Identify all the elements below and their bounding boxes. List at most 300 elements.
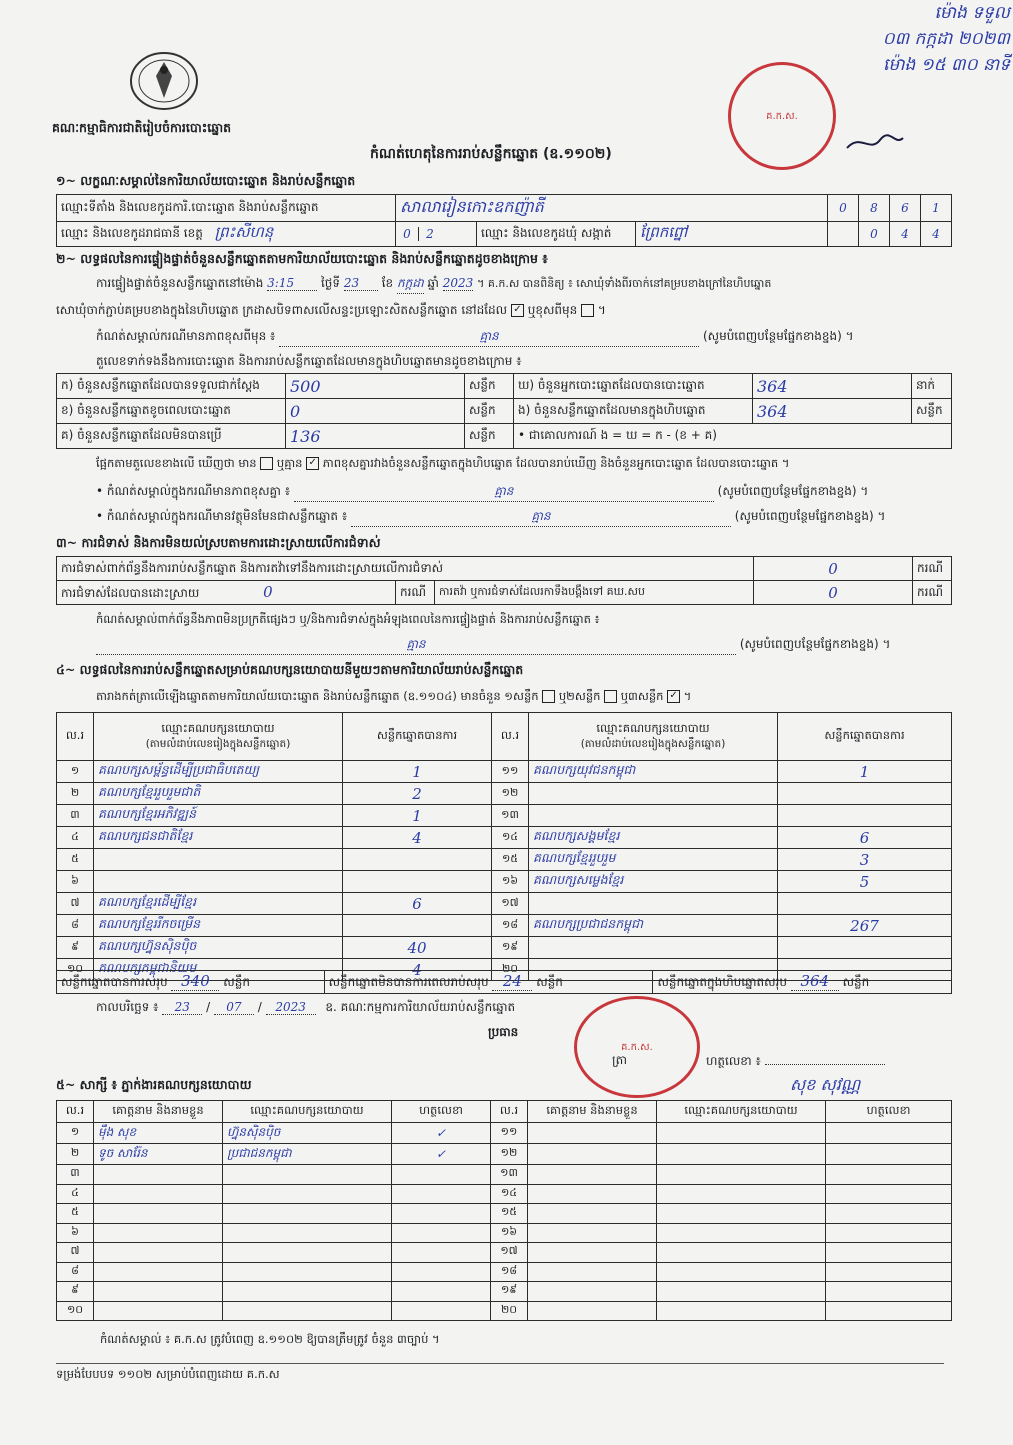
row-no: ៧ bbox=[57, 893, 94, 915]
province-label bbox=[57, 222, 396, 247]
verification-day: 23 bbox=[344, 276, 378, 291]
row-no: ១៦ bbox=[491, 1223, 528, 1243]
col-no: ល.រ bbox=[57, 1101, 94, 1123]
receipt-note bbox=[790, 0, 1010, 78]
table-row bbox=[57, 761, 952, 783]
note3-label: • កំណត់សម្គាល់ក្នុងករណីមានវត្ថុមិនមែនជាសន្លឹកឆ្នោត ៖ bbox=[96, 509, 348, 523]
col-name: គោត្តនាម និងនាមខ្លួន bbox=[528, 1101, 657, 1123]
row-no: ៣ bbox=[57, 805, 94, 827]
party-name bbox=[529, 783, 778, 805]
witness-name bbox=[528, 1165, 657, 1185]
section3-note-value: គ្មាន bbox=[96, 636, 736, 655]
witness-name bbox=[528, 1282, 657, 1302]
witness-signature bbox=[826, 1204, 952, 1224]
row-no: ៣ bbox=[57, 1165, 94, 1185]
row-no: ២ bbox=[57, 1144, 94, 1165]
col-sign: ហត្ថលេខា bbox=[826, 1101, 952, 1123]
col-party bbox=[529, 713, 778, 761]
chair-label: ប្រធាន bbox=[488, 1025, 519, 1039]
section1-heading: ១~ លក្ខណៈសម្គាល់នៃការិយាល័យបោះឆ្នោត និងរាប់សន្លឹកឆ្នោត bbox=[56, 173, 356, 188]
col-party: ឈ្មោះគណបក្សនយោបាយ bbox=[657, 1101, 826, 1123]
resolved-label-text: ការជំទាស់ដែលបានដោះស្រាយ bbox=[61, 585, 200, 600]
row-no: ៧ bbox=[57, 1243, 94, 1263]
row-no: ១៤ bbox=[492, 827, 529, 849]
counts-table bbox=[56, 373, 952, 449]
col-no: ល.រ bbox=[491, 1101, 528, 1123]
witness-party bbox=[657, 1144, 826, 1165]
verification-text: ឆ្នាំ bbox=[427, 276, 439, 290]
objection-value: 0 bbox=[754, 557, 913, 581]
total-box-value: 364 bbox=[791, 972, 839, 991]
row-no: ១៧ bbox=[491, 1243, 528, 1263]
escalated-value: 0 bbox=[754, 581, 913, 605]
witness-party bbox=[657, 1123, 826, 1144]
party-votes: 5 bbox=[778, 871, 952, 893]
province-code-digit: 0 bbox=[396, 227, 419, 241]
annex-3-sheet-checkbox[interactable]: ✓ bbox=[667, 690, 680, 703]
party-name bbox=[529, 893, 778, 915]
no-difference-checkbox[interactable]: ✓ bbox=[306, 457, 319, 470]
witness-name: ម៉ឹង សុខ bbox=[94, 1123, 223, 1144]
col-votes: សន្លឹកឆ្នោតបានការ bbox=[778, 713, 952, 761]
table-row bbox=[57, 1223, 952, 1243]
party-name: គណបក្សប្រជាជនកម្ពុជា bbox=[529, 915, 778, 937]
witness-party bbox=[223, 1165, 392, 1185]
col-party: ឈ្មោះគណបក្សនយោបាយ bbox=[223, 1101, 392, 1123]
party-votes: 267 bbox=[778, 915, 952, 937]
party-name bbox=[529, 805, 778, 827]
witness-signature bbox=[826, 1165, 952, 1185]
location-code-digit: 8 bbox=[859, 195, 890, 222]
verification-month: កក្កដា bbox=[397, 275, 424, 294]
witness-party bbox=[657, 1204, 826, 1224]
table-row bbox=[57, 915, 952, 937]
receipt-note-line2: ០៣ កក្កដា ២០២៣ bbox=[882, 29, 1010, 49]
resolved-unit: ករណី bbox=[396, 581, 435, 605]
annex-line: តារាងកត់ត្រាលើឡើងឆ្នោតតាមការិយាល័យបោះឆ្នោត និងរាប់សន្លឹកឆ្នោត (ឧ.១១០៤) មានចំនួន ១សន្លឹក ឬ២សន្លឹក ឬ៣សន្លឹក ✓ ។ bbox=[96, 689, 692, 703]
section1-table bbox=[56, 194, 952, 247]
row-no: ៥ bbox=[57, 1204, 94, 1224]
note1-line bbox=[96, 328, 956, 347]
witness-table bbox=[56, 1100, 952, 1321]
party-votes: 4 bbox=[343, 959, 492, 981]
party-name bbox=[94, 871, 343, 893]
witness-signature bbox=[392, 1243, 491, 1263]
counts-intro: តួលេខទាក់ទងនឹងការបោះឆ្នោត និងការរាប់សន្លឹកឆ្នោតដែលមានក្នុងហិបឆ្នោតមានដូចខាងក្រោម ៖ bbox=[96, 354, 522, 368]
witness-signature: ✓ bbox=[392, 1123, 491, 1144]
section2-heading: ២~ លទ្ធផលនៃការផ្ទៀងផ្ទាត់ចំនួនសន្លឹកឆ្នោតតាមការិយាល័យបោះឆ្នោត និងរាប់សន្លឹកឆ្នោតដូចខាងក្រោម ៖ bbox=[56, 251, 548, 266]
count-value: 136 bbox=[286, 424, 465, 449]
count-label: គ) ចំនួនសន្លឹកឆ្នោតដែលមិនបានប្រើ bbox=[57, 424, 286, 449]
witness-name bbox=[94, 1204, 223, 1224]
total-invalid-value: 24 bbox=[492, 972, 532, 991]
row-no: ៦ bbox=[57, 1223, 94, 1243]
table-row bbox=[57, 893, 952, 915]
witness-signature bbox=[826, 1301, 952, 1321]
count-value: 500 bbox=[286, 374, 465, 399]
party-votes: 1 bbox=[343, 761, 492, 783]
row-no: ៥ bbox=[57, 849, 94, 871]
party-name: គណបក្សខ្មែរអភិវឌ្ឍន៍ bbox=[94, 805, 343, 827]
compare-text: ឬគ្មាន bbox=[276, 456, 303, 470]
party-votes bbox=[778, 805, 952, 827]
witness-party bbox=[657, 1165, 826, 1185]
party-name bbox=[529, 937, 778, 959]
row-no: ៤ bbox=[57, 1184, 94, 1204]
witness-party bbox=[223, 1243, 392, 1263]
verification-text: ។ គ.ក.ស បានពិនិត្យ ៖ សោឃុំទាំងពីរចាក់នៅគម្របខាងក្រៅនៃហិបឆ្នោត bbox=[477, 277, 772, 290]
witness-name bbox=[528, 1243, 657, 1263]
row-no: ២០ bbox=[492, 959, 529, 981]
witness-name bbox=[528, 1262, 657, 1282]
row-no: ១៥ bbox=[491, 1204, 528, 1224]
sign-label: ហត្ថលេខា ៖ bbox=[706, 1054, 761, 1068]
total-invalid-cell bbox=[324, 971, 653, 994]
witness-signature bbox=[392, 1184, 491, 1204]
row-no: ១២ bbox=[491, 1144, 528, 1165]
annex-text: ឬ២សន្លឹក bbox=[558, 689, 601, 703]
verification-time: 3:15 bbox=[267, 276, 317, 291]
resolved-value: 0 bbox=[263, 582, 273, 601]
witness-party bbox=[657, 1243, 826, 1263]
row-no: ១៨ bbox=[492, 915, 529, 937]
witness-party bbox=[657, 1262, 826, 1282]
official-stamp-top bbox=[728, 62, 836, 170]
table-row bbox=[57, 937, 952, 959]
compare-text: ភាពខុសគ្នារវាងចំនួនសន្លឹកឆ្នោតក្នុងហិបឆ្នោត ដែលបានរាប់ឃើញ និងចំនួនអ្នកបោះឆ្នោត ដែលបានបោះឆ្នោត ។ bbox=[322, 456, 790, 470]
committee-label: ឧ. គណៈកម្មការការិយាល័យរាប់សន្លឹកឆ្នោត bbox=[325, 1000, 516, 1014]
annex-2-sheet-checkbox[interactable] bbox=[604, 690, 617, 703]
party-votes bbox=[343, 915, 492, 937]
row-no: ៩ bbox=[57, 937, 94, 959]
witness-name bbox=[528, 1301, 657, 1321]
count-unit: សន្លឹក bbox=[465, 424, 514, 449]
count-unit: នាក់ bbox=[912, 374, 952, 399]
count-unit: សន្លឹក bbox=[465, 374, 514, 399]
party-votes bbox=[343, 871, 492, 893]
col-no: ល.រ bbox=[492, 713, 529, 761]
count-value: 364 bbox=[753, 374, 912, 399]
commune-label: ឈ្មោះ និងលេខកូដឃុំ សង្កាត់ bbox=[477, 222, 636, 247]
witness-name: ទូច សារ៉ែន bbox=[94, 1144, 223, 1165]
col-party-title: ឈ្មោះគណបក្សនយោបាយ bbox=[161, 720, 275, 735]
total-box-cell bbox=[653, 971, 952, 994]
col-party bbox=[94, 713, 343, 761]
row-no: ១២ bbox=[492, 783, 529, 805]
col-name: គោត្តនាម និងនាមខ្លួន bbox=[94, 1101, 223, 1123]
witness-signature bbox=[826, 1282, 952, 1302]
witness-party bbox=[657, 1184, 826, 1204]
row-no: ១១ bbox=[492, 761, 529, 783]
count-label: ខ) ចំនួនសន្លឹកឆ្នោតខូចពេលបោះឆ្នោត bbox=[57, 399, 286, 424]
col-sign: ហត្ថលេខា bbox=[392, 1101, 491, 1123]
sign-line bbox=[706, 1050, 885, 1071]
party-votes: 6 bbox=[343, 893, 492, 915]
witness-signature bbox=[826, 1123, 952, 1144]
witness-name bbox=[94, 1184, 223, 1204]
witness-party bbox=[223, 1223, 392, 1243]
unit: សន្លឹក bbox=[223, 975, 250, 989]
party-votes bbox=[778, 783, 952, 805]
objection-label: ការជំទាស់ពាក់ព័ន្ធនឹងការរាប់សន្លឹកឆ្នោត និងការតវ៉ាទៅនឹងការដោះស្រាយលើការជំទាស់ bbox=[57, 557, 754, 581]
table-row bbox=[57, 805, 952, 827]
commune-code-digit: 4 bbox=[921, 222, 952, 247]
signer-name: សុខ សុវណ្ណ bbox=[790, 1075, 861, 1094]
nec-emblem-icon bbox=[128, 50, 200, 112]
party-name: គណបក្សខ្មែររីកចម្រើន bbox=[94, 915, 343, 937]
receipt-note-line1: ម៉ោង ទទួល bbox=[934, 3, 1010, 23]
org-name: គណៈកម្មាធិការជាតិរៀបចំការបោះឆ្នោត bbox=[52, 120, 232, 135]
province-code bbox=[396, 222, 477, 247]
table-row bbox=[57, 1282, 952, 1302]
resolved-label bbox=[57, 581, 396, 605]
location-code-digit: 6 bbox=[890, 195, 921, 222]
table-row bbox=[57, 1123, 952, 1144]
party-votes: 2 bbox=[343, 783, 492, 805]
col-no: ល.រ bbox=[57, 713, 94, 761]
row-no: ១៧ bbox=[492, 893, 529, 915]
objections-table bbox=[56, 556, 952, 605]
table-row bbox=[57, 1204, 952, 1224]
count-formula: • ជាគោលការណ៍ ង = ឃ = ក - (ខ + គ) bbox=[514, 424, 952, 449]
results-totals bbox=[56, 970, 952, 994]
fill-hint: (សូមបំពេញបន្ថែមផ្នែកខាងខ្នង) ។ bbox=[734, 509, 886, 523]
fill-hint: (សូមបំពេញបន្ថែមផ្នែកខាងខ្នង) ។ bbox=[717, 484, 869, 498]
col-votes: សន្លឹកឆ្នោតបានការ bbox=[343, 713, 492, 761]
row-no: ៦ bbox=[57, 871, 94, 893]
party-votes: 1 bbox=[343, 805, 492, 827]
witness-signature bbox=[392, 1165, 491, 1185]
unchanged-checkbox[interactable]: ✓ bbox=[511, 304, 524, 317]
footer-rule bbox=[56, 1363, 944, 1364]
witness-name bbox=[94, 1301, 223, 1321]
witness-party bbox=[657, 1301, 826, 1321]
witness-signature bbox=[392, 1301, 491, 1321]
total-valid-label: សន្លឹកឆ្នោតបានការសរុប bbox=[61, 975, 168, 989]
chair-signature bbox=[765, 1050, 885, 1065]
unit: សន្លឹក bbox=[536, 975, 563, 989]
verification-text: ថ្ងៃទី bbox=[321, 276, 341, 290]
party-name: គណបក្សហ្វ៊ុនស៊ិនប៉ិច bbox=[94, 937, 343, 959]
fill-hint: (សូមបំពេញបន្ថែមផ្នែកខាងខ្នង) ។ bbox=[702, 329, 854, 343]
note2-label: • កំណត់សម្គាល់ក្នុងករណីមានភាពខុសគ្នា ៖ bbox=[96, 484, 291, 498]
witness-signature bbox=[826, 1144, 952, 1165]
table-row bbox=[57, 783, 952, 805]
verification-text: ការផ្ទៀងផ្ទាត់ចំនួនសន្លឹកឆ្នោតនៅម៉ោង bbox=[96, 276, 264, 290]
witness-party bbox=[223, 1262, 392, 1282]
changed-checkbox[interactable] bbox=[581, 304, 594, 317]
date-line: កាលបរិច្ឆេទ ៖ 23 / 07 / 2023 ឧ. គណៈកម្មការការិយាល័យរាប់សន្លឹកឆ្នោត bbox=[96, 1000, 516, 1014]
table-row bbox=[57, 1301, 952, 1321]
witness-name bbox=[94, 1223, 223, 1243]
unit: សន្លឹក bbox=[842, 975, 870, 989]
witness-party bbox=[223, 1204, 392, 1224]
witness-party bbox=[223, 1282, 392, 1302]
witness-name bbox=[528, 1123, 657, 1144]
province-label-text: ឈ្មោះ និងលេខកូដរាជធានី ខេត្ត bbox=[61, 226, 203, 240]
fill-hint: (សូមបំពេញបន្ថែមផ្នែកខាងខ្នង) ។ bbox=[739, 637, 891, 651]
party-votes: 4 bbox=[343, 827, 492, 849]
location-value: សាលារៀនកោះឧកញ៉ាតី bbox=[396, 195, 828, 222]
province-code-digit: 2 bbox=[426, 227, 434, 241]
objection-unit: ករណី bbox=[913, 557, 952, 581]
table-row bbox=[57, 1243, 952, 1263]
date-label: កាលបរិច្ឆេទ ៖ bbox=[96, 1000, 159, 1014]
witness-signature bbox=[826, 1184, 952, 1204]
note1-label: កំណត់សម្គាល់ករណីមានភាពខុសពីមុន ៖ bbox=[96, 329, 276, 343]
location-code-digit: 0 bbox=[828, 195, 859, 222]
results-table bbox=[56, 712, 952, 981]
row-no: ១៣ bbox=[492, 805, 529, 827]
table-row bbox=[57, 871, 952, 893]
total-box-label: សន្លឹកឆ្នោតក្នុងហិបឆ្នោតសរុប bbox=[657, 975, 787, 989]
col-party-sub: (តាមលំដាប់លេខរៀងក្នុងសន្លឹកឆ្នោត) bbox=[145, 737, 291, 750]
witness-signature bbox=[392, 1282, 491, 1302]
row-no: ១៦ bbox=[492, 871, 529, 893]
note1-value: គ្មាន bbox=[279, 328, 699, 347]
party-name: គណបក្សកម្ពុជានិយម bbox=[94, 959, 343, 981]
table-row bbox=[57, 1165, 952, 1185]
annex-text: ឬ៣សន្លឹក bbox=[620, 689, 664, 703]
witness-party bbox=[223, 1184, 392, 1204]
commune-code-empty bbox=[828, 222, 859, 247]
official-stamp-bottom bbox=[574, 996, 700, 1098]
note3-value: គ្មាន bbox=[351, 508, 731, 527]
commune-code-digit: 0 bbox=[859, 222, 890, 247]
witness-signature bbox=[392, 1262, 491, 1282]
section4-heading: ៤~ លទ្ធផលនៃការរាប់សន្លឹកឆ្នោតសម្រាប់គណបក្សនយោបាយនីមួយៗតាមការិយាល័យរាប់សន្លឹកឆ្នោត bbox=[56, 662, 524, 677]
party-name: គណបក្សសម្លេងខ្មែរ bbox=[529, 871, 778, 893]
party-name: គណបក្សខ្មែរដើម្បីខ្មែរ bbox=[94, 893, 343, 915]
row-no: ៩ bbox=[57, 1282, 94, 1302]
party-name: គណបក្សខ្មែររួបរួមជាតិ bbox=[94, 783, 343, 805]
verification-line2: សោឃុំចាក់ភ្ជាប់គម្របខាងក្នុងនៃហិបឆ្នោត ក្រដាសបិទពាសលើសន្ទះប្រឡោះសិតសន្លឹកឆ្នោត នៅដដែល ✓ ឬខុសពីមុន ។ bbox=[56, 303, 606, 317]
witness-party bbox=[223, 1301, 392, 1321]
witness-party bbox=[657, 1282, 826, 1302]
witness-party: ហ្វ៊ុនស៊ិនប៉ិច bbox=[223, 1123, 392, 1144]
table-row bbox=[57, 1184, 952, 1204]
count-label: ង) ចំនួនសន្លឹកឆ្នោតដែលមានក្នុងហិបឆ្នោត bbox=[514, 399, 753, 424]
verification-text: ឬខុសពីមុន bbox=[527, 303, 578, 317]
row-no: ២០ bbox=[491, 1301, 528, 1321]
seal-label: ត្រា bbox=[612, 1053, 627, 1067]
row-no: ៤ bbox=[57, 827, 94, 849]
witness-party: ប្រជាជនកម្ពុជា bbox=[223, 1144, 392, 1165]
row-no: ១៥ bbox=[492, 849, 529, 871]
witness-signature bbox=[826, 1262, 952, 1282]
document-title: កំណត់ហេតុនៃការរាប់សន្លឹកឆ្នោត (ឧ.១១០២) bbox=[370, 146, 612, 162]
count-unit: សន្លឹក bbox=[912, 399, 952, 424]
note2-line bbox=[96, 483, 956, 502]
total-invalid-label: សន្លឹកឆ្នោតមិនបានការពេលរាប់សរុប bbox=[328, 975, 489, 989]
total-valid-value: 340 bbox=[171, 972, 219, 991]
witness-name bbox=[94, 1243, 223, 1263]
row-no: ១៩ bbox=[491, 1282, 528, 1302]
location-label: ឈ្មោះទីតាំង និងលេខកូដការិ.បោះឆ្នោត និងរាប់សន្លឹកឆ្នោត bbox=[57, 195, 396, 222]
party-votes bbox=[778, 893, 952, 915]
party-name: គណបក្សសម្ព័ន្ធដើម្បីប្រជាធិបតេយ្យ bbox=[94, 761, 343, 783]
party-name: គណបក្សសង្គមខ្មែរ bbox=[529, 827, 778, 849]
table-row bbox=[57, 1144, 952, 1165]
province-value: ព្រះសីហនុ bbox=[214, 223, 274, 241]
table-row bbox=[57, 827, 952, 849]
commune-value: ព្រែកព្នៅ bbox=[636, 222, 828, 247]
count-value: 364 bbox=[753, 399, 912, 424]
date-month: 07 bbox=[214, 1000, 254, 1015]
row-no: ១១ bbox=[491, 1123, 528, 1144]
date-year: 2023 bbox=[266, 1000, 316, 1015]
witness-name bbox=[94, 1282, 223, 1302]
commune-code-digit: 4 bbox=[890, 222, 921, 247]
section3-note-line bbox=[96, 636, 956, 655]
row-no: ១៨ bbox=[491, 1262, 528, 1282]
table-row bbox=[57, 849, 952, 871]
col-party-title: ឈ្មោះគណបក្សនយោបាយ bbox=[596, 720, 710, 735]
row-no: ១៣ bbox=[491, 1165, 528, 1185]
section3-note-label: កំណត់សម្គាល់ពាក់ព័ន្ធនឹងភាពមិនប្រក្រតីផ្សេងៗ ឬ/និងការជំទាស់ក្នុងអំឡុងពេលនៃការផ្ទៀងផ្ទាត់ និងការរាប់សន្លឹកឆ្នោត ៖ bbox=[96, 612, 600, 626]
witness-party bbox=[657, 1223, 826, 1243]
has-difference-checkbox[interactable] bbox=[260, 457, 273, 470]
witness-signature bbox=[392, 1223, 491, 1243]
count-label: ឃ) ចំនួនអ្នកបោះឆ្នោតដែលបានបោះឆ្នោត bbox=[514, 374, 753, 399]
witness-name bbox=[94, 1165, 223, 1185]
party-votes bbox=[343, 849, 492, 871]
party-votes: 40 bbox=[343, 937, 492, 959]
footer-text: ទម្រង់បែបបទ ១១០២ សម្រាប់បំពេញដោយ គ.ក.ស bbox=[56, 1367, 280, 1381]
compare-line bbox=[96, 456, 956, 473]
witness-signature bbox=[392, 1204, 491, 1224]
count-unit: សន្លឹក bbox=[465, 399, 514, 424]
verification-year: 2023 bbox=[442, 276, 474, 290]
row-no: ៨ bbox=[57, 915, 94, 937]
row-no: ១៤ bbox=[491, 1184, 528, 1204]
witness-signature: ✓ bbox=[392, 1144, 491, 1165]
escalated-unit: ករណី bbox=[913, 581, 952, 605]
party-name: គណបក្សជនជាតិខ្មែរ bbox=[94, 827, 343, 849]
row-no: ១៩ bbox=[492, 937, 529, 959]
witness-name bbox=[528, 1204, 657, 1224]
stamp-text-top: គ.ក.ស. bbox=[766, 110, 798, 122]
row-no: ១ bbox=[57, 761, 94, 783]
witness-name bbox=[94, 1262, 223, 1282]
party-votes: 6 bbox=[778, 827, 952, 849]
party-votes bbox=[778, 937, 952, 959]
verification-line1 bbox=[96, 275, 956, 294]
footnote: កំណត់សម្គាល់ ៖ គ.ក.ស ត្រូវបំពេញ ឧ.១១០២ ឱ្យបានត្រឹមត្រូវ ចំនួន ៣ច្បាប់ ។ bbox=[100, 1332, 440, 1346]
party-name bbox=[94, 849, 343, 871]
section5-heading: ៥~ សាក្សី ៖ ភ្នាក់ងារគណបក្សនយោបាយ bbox=[56, 1077, 252, 1092]
col-party-sub: (តាមលំដាប់លេខរៀងក្នុងសន្លឹកឆ្នោត) bbox=[580, 737, 726, 750]
row-no: ១ bbox=[57, 1123, 94, 1144]
total-valid-cell bbox=[57, 971, 325, 994]
escalated-label: ការតវ៉ា ឬការជំទាស់ដែលរកាទឹងបង្ដឹងទៅ គឃ.សប bbox=[435, 581, 754, 605]
row-no: ១០ bbox=[57, 959, 94, 981]
section3-heading: ៣~ ការជំទាស់ និងការមិនយល់ស្របតាមការដោះស្រាយលើការជំទាស់ bbox=[56, 535, 381, 550]
party-name: គណបក្សយុវជនកម្ពុជា bbox=[529, 761, 778, 783]
note3-line bbox=[96, 508, 956, 527]
count-label: ក) ចំនួនសន្លឹកឆ្នោតដែលបានទទួលជាក់ស្តែង bbox=[57, 374, 286, 399]
row-no: ៨ bbox=[57, 1262, 94, 1282]
witness-signature bbox=[826, 1243, 952, 1263]
witness-name bbox=[528, 1223, 657, 1243]
row-no: ១០ bbox=[57, 1301, 94, 1321]
date-day: 23 bbox=[162, 1000, 202, 1015]
note2-value: គ្មាន bbox=[294, 483, 714, 502]
row-no: ២ bbox=[57, 783, 94, 805]
annex-1-sheet-checkbox[interactable] bbox=[542, 690, 555, 703]
location-code-digit: 1 bbox=[921, 195, 952, 222]
table-row bbox=[57, 1262, 952, 1282]
